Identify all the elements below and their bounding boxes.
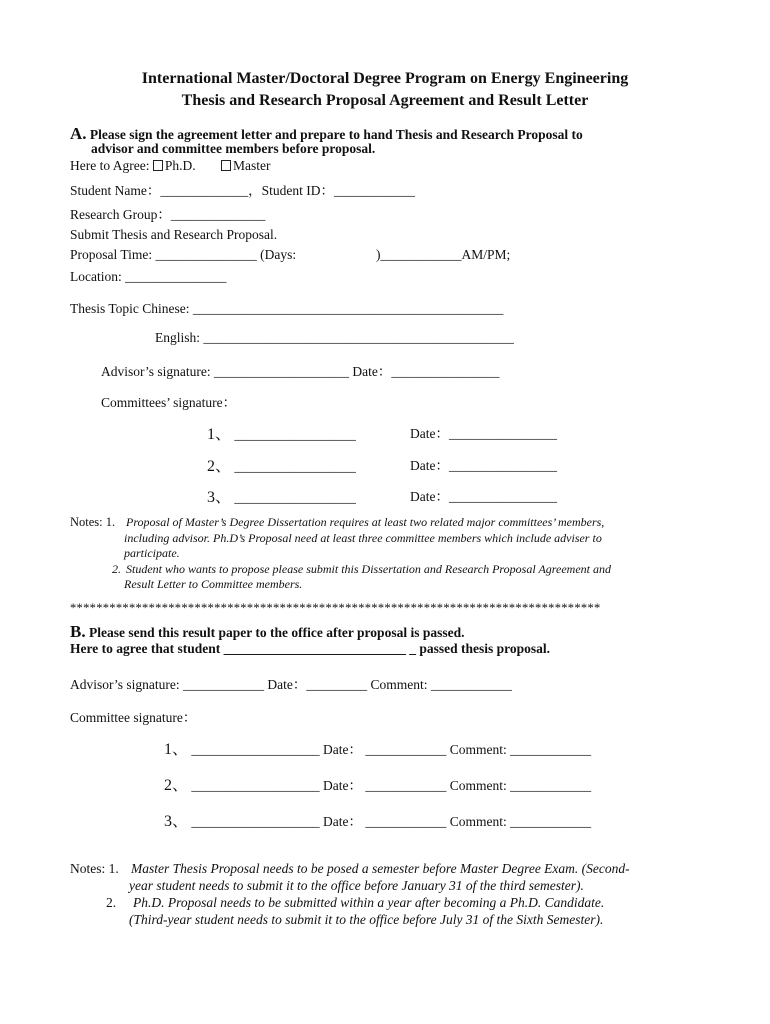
section-b-letter: B. [70, 622, 86, 641]
b-note-2-line-1: Ph.D. Proposal needs to be submitted within a year after becoming a Ph.D. Candidate. [133, 895, 605, 910]
committee-signature-line[interactable]: __________________ [234, 490, 356, 505]
note-2-line-2: Result Letter to Committee members. [124, 577, 303, 591]
agree-row [70, 158, 270, 174]
committee-row-number: 1、 [207, 426, 232, 443]
notes-label: Notes: 1. [70, 515, 116, 529]
section-a-heading-2: advisor and committee members before proposal. [91, 141, 376, 156]
b-committee-row-fields[interactable]: ___________________ Date： ____________ Comment: ____________ [191, 778, 592, 793]
committee-date-field[interactable]: Date：________________ [410, 458, 557, 473]
phd-label: Ph.D. [164, 158, 196, 173]
phd-checkbox[interactable] [153, 160, 163, 171]
b-notes-label: Notes: 1. [70, 861, 119, 876]
committee-date-field[interactable]: Date：________________ [410, 426, 557, 441]
b-note-2-line-2: (Third-year student needs to submit it to the office before July 31 of the Sixth Semester). [129, 912, 604, 927]
b-committee-row-number: 1、 [164, 741, 189, 758]
submit-line: Submit Thesis and Research Proposal. [70, 227, 278, 242]
b-committee-row-fields[interactable]: ___________________ Date： ____________ Comment: ____________ [191, 742, 592, 757]
b-advisor-signature-field[interactable]: Advisor’s signature: ____________ Date：_________ Comment: ____________ [70, 677, 512, 692]
b-committee-row-number: 3、 [164, 813, 189, 830]
b-note-1-line-1: Master Thesis Proposal needs to be posed a semester before Master Degree Exam. (Second- [131, 861, 630, 876]
section-b-heading-1: Please send this result paper to the office after proposal is passed. [88, 625, 465, 640]
section-a-letter: A. [70, 124, 87, 143]
committee-signature-line[interactable]: __________________ [234, 459, 356, 474]
note-1-line-2: including advisor. Ph.D’s Proposal need at least three committee members which include adviser to [124, 531, 602, 545]
note-1-line-1: Proposal of Master’s Degree Dissertation requires at least two related major committees’ members, [126, 515, 605, 529]
b-note-1-line-2: year student needs to submit it to the office before January 31 of the third semester). [129, 878, 584, 893]
b-committee-row[interactable] [164, 736, 591, 759]
title-line-2: Thesis and Research Proposal Agreement and Result Letter [181, 92, 589, 109]
b-committee-row-number: 2、 [164, 777, 189, 794]
note-1-line-3: participate. [124, 546, 180, 560]
committee-date-field[interactable]: Date：________________ [410, 489, 557, 504]
master-checkbox[interactable] [221, 160, 231, 171]
b-committee-row[interactable] [164, 772, 591, 795]
proposal-time-field[interactable]: Proposal Time: _______________ (Days: [70, 247, 297, 262]
master-label: Master [232, 158, 271, 173]
committee-row-number: 3、 [207, 489, 232, 506]
section-b-heading [70, 622, 464, 642]
committee-row[interactable] [207, 484, 356, 507]
location-field[interactable]: Location: _______________ [70, 269, 227, 284]
committee-signature-line[interactable]: __________________ [234, 427, 356, 442]
thesis-topic-chinese-field[interactable]: Thesis Topic Chinese: ______________________________________________ [70, 301, 504, 316]
section-b-heading-2[interactable]: Here to agree that student ___________________________ _ passed thesis proposal. [70, 641, 551, 656]
agree-label: Here to Agree: [70, 158, 153, 173]
thesis-topic-english-field[interactable]: English: ______________________________________________ [155, 330, 514, 345]
section-a-heading-1: Please sign the agreement letter and prepare to hand Thesis and Research Proposal to [89, 127, 583, 142]
b-committee-row-fields[interactable]: ___________________ Date： ____________ Comment: ____________ [191, 814, 592, 829]
committee-row[interactable] [207, 453, 356, 476]
title-line-1: International Master/Doctoral Degree Program on Energy Engineering [141, 70, 629, 87]
note-2-number: 2. [112, 562, 121, 576]
committee-row[interactable] [207, 421, 356, 444]
asterisk-divider: ********************************************************************************* [70, 601, 601, 615]
note-2-line-1: Student who wants to propose please submit this Dissertation and Research Proposal Agreement and [126, 562, 611, 576]
committee-row-number: 2、 [207, 458, 232, 475]
advisor-signature-field[interactable]: Advisor’s signature: ____________________ Date：________________ [101, 364, 500, 379]
proposal-time-end[interactable]: )____________AM/PM; [376, 247, 511, 262]
student-name-field[interactable]: Student Name：_____________，Student ID：____________ [70, 183, 415, 198]
committee-signature-label: Committee signature： [70, 710, 197, 725]
b-note-2-number: 2. [106, 895, 117, 910]
research-group-field[interactable]: Research Group：______________ [70, 207, 266, 222]
committees-signature-label: Committees’ signature： [101, 395, 237, 410]
b-committee-row[interactable] [164, 808, 591, 831]
